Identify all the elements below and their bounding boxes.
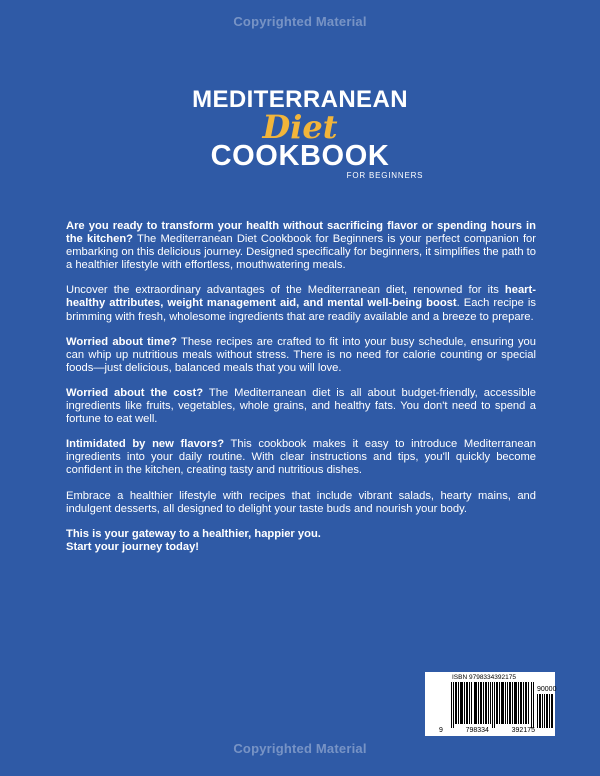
cookbook-logo [0,86,600,181]
paragraph-advantages-bold: heart-healthy attributes, weight management aid, and mental well-being boost [66,284,536,310]
closing-line-2: Start your journey today! [66,540,200,553]
paragraph-advantages-post: . Each recipe is brimming with fresh, wholesome ingredients that are readily available and a breeze to prepare. [66,297,536,323]
logo-for-beginners: FOR BEGINNERS [346,171,424,180]
paragraph-cost-lead: Worried about the cost? [66,386,204,399]
paragraph-embrace-text: Embrace a healthier lifestyle with recipes that include vibrant salads, hearty mains, and indulgent desserts, all designed to delight your taste buds and nourish your body. [66,489,536,515]
logo-cookbook: COOKBOOK [210,140,390,172]
paragraph-cost-text: The Mediterranean diet is all about budget-friendly, accessible ingredients like fruits, vegetables, whole grains, and healthy fats. You don't need to spend a fortune to eat well. [66,386,536,426]
isbn-label: ISBN 9798334392175 [452,674,516,681]
closing-line-1: This is your gateway to a healthier, happier you. [66,527,321,540]
paragraph-advantages-pre: Uncover the extraordinary advantages of the Mediterranean diet, renowned for its [66,284,505,297]
paragraph-flavors [66,438,536,477]
paragraph-flavors-lead: Intimidated by new flavors? [66,438,225,451]
isbn-digit-first: 9 [439,727,443,734]
paragraph-time [66,336,536,375]
closing-statement [66,528,536,554]
watermark-top: Copyrighted Material [233,14,367,29]
paragraph-embrace [66,490,536,516]
isbn-barcode [425,672,555,736]
back-cover-description [66,220,536,566]
paragraph-intro-text: The Mediterranean Diet Cookbook for Beginners is your perfect companion for embarking on this delicious journey. Designed specifically for beginners, it simplifies the path to a healthier lifestyle with effortless, mouthwatering meals. [66,233,536,272]
barcode-main-icon [451,682,535,728]
paragraph-flavors-text: This cookbook makes it easy to introduce Mediterranean ingredients into your daily routine. With clear instructions and tips, you'll quickly become confident in the kitchen, creating tasty and nutritious dishes. [66,438,537,477]
paragraph-intro [66,220,536,272]
paragraph-intro-lead: Are you ready to transform your health without sacrificing flavor or spending hours in the kitchen? [66,220,536,246]
paragraph-advantages [66,284,536,323]
logo-mediterranean: MEDITERRANEAN [192,86,408,113]
watermark-bottom: Copyrighted Material [233,741,367,756]
barcode-addon-icon [537,694,553,728]
paragraph-time-lead: Worried about time? [66,335,177,348]
logo-diet: Diet [262,108,338,146]
isbn-digits-group-1: 798334 [465,727,489,734]
price-code: 90000 [537,686,557,693]
isbn-digits [439,727,535,734]
isbn-digits-group-2: 392175 [511,727,535,734]
paragraph-cost [66,387,536,426]
paragraph-time-text: These recipes are crafted to fit into your busy schedule, ensuring you can whip up nutritious meals without stress. There is no need for calorie counting or special foods—just delicious, balanced meals that you will love. [66,335,536,374]
